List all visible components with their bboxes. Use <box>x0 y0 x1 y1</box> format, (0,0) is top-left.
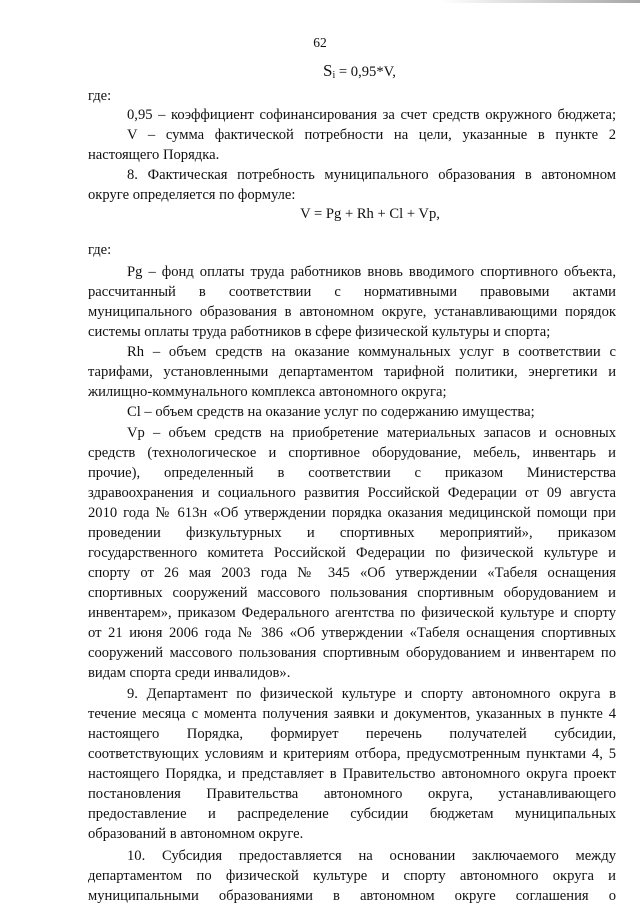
text-line-p9l2: департаментом по физической культуре и спорту автономного округа и <box>88 868 616 884</box>
text-line-p7l4: здравоохранения и социального развития Российской Федерации от 09 августа <box>88 485 616 501</box>
text-line-p4l1: Pg – фонд оплаты труда работников вновь вводимого спортивного объекта, <box>127 264 616 280</box>
formula-lhs: S <box>323 61 333 80</box>
text-line-p4l2: рассчитанный в соответствии с нормативными правовыми актами <box>88 284 616 300</box>
text-line-p8l8: образований в автономном округе. <box>88 826 304 842</box>
text-line-p4l3: муниципального образования в автономном округе, устанавливающими порядок <box>88 304 616 320</box>
text-line-p2l2: настоящего Порядка. <box>88 147 220 163</box>
text-line-p7l11: от 21 июня 2006 года № 386 «Об утверждении «Табеля оснащения спортивных <box>88 625 616 641</box>
text-line-gde2: где: <box>88 242 112 258</box>
text-line-p3l2: округе определяется по формуле: <box>88 187 296 203</box>
text-line-p1l1: 0,95 – коэффициент софинансирования за счет средств окружного бюджета; <box>127 107 616 123</box>
text-line-p7l8: спорту от 26 мая 2003 года № 345 «Об утверждении «Табеля оснащения <box>88 565 616 581</box>
scan-edge-shadow <box>440 0 640 3</box>
text-line-gde1: где: <box>88 88 112 104</box>
text-line-p8l3: настоящего Порядка, формирует перечень получателей субсидии, <box>88 726 616 742</box>
text-line-p8l7: предоставление и распределение субсидии бюджетам муниципальных <box>88 806 616 822</box>
text-line-p7l9: спортивных сооружений массового пользования спортивным оборудованием и <box>88 585 616 601</box>
text-line-p9l3: муниципальными образованиями в автономном округе соглашения о <box>88 888 616 904</box>
text-line-p7l10: инвентарем», приказом Федерального агентства по физической культуре и спорту <box>88 605 616 621</box>
text-line-p8l1: 9. Департамент по физической культуре и спорту автономного округа в <box>127 686 616 702</box>
text-line-p9l1: 10. Субсидия предоставляется на основании заключаемого между <box>127 848 616 864</box>
text-line-p7l13: видам спорта среди инвалидов». <box>88 665 291 681</box>
text-line-p6l1: Cl – объем средств на оказание услуг по содержанию имущества; <box>127 404 535 420</box>
formula-need: V = Pg + Rh + Cl + Vp, <box>300 206 440 222</box>
text-line-p2l1: V – сумма фактической потребности на цели, указанные в пункте 2 <box>127 127 616 143</box>
text-line-p5l1: Rh – объем средств на оказание коммунальных услуг в соответствии с <box>127 344 616 360</box>
text-line-p4l4: системы оплаты труда работников в сфере физической культуры и спорта; <box>88 324 551 340</box>
text-line-p7l1: Vp – объем средств на приобретение материальных запасов и основных <box>127 425 616 441</box>
text-line-p8l4: соответствующих условиям и критериям отбора, предусмотренным пунктами 4, 5 <box>88 746 616 762</box>
text-line-p7l5: 2010 года № 613н «Об утверждении порядка оказания медицинской помощи при <box>88 505 616 521</box>
text-line-p7l7: государственного комитета Российской Федерации по физической культуре и <box>88 545 616 561</box>
text-line-p3l1: 8. Фактическая потребность муниципального образования в автономном <box>127 167 616 183</box>
text-line-p7l3: прочие), определенный в соответствии с приказом Министерства <box>88 465 616 481</box>
formula-subsidy <box>323 60 396 86</box>
text-line-p7l6: проведении физкультурных и спортивных мероприятий», приказом <box>88 525 616 541</box>
text-line-p7l2: средств (технологическое и спортивное оборудование, мебель, инвентарь и <box>88 445 616 461</box>
text-line-p5l3: жилищно-коммунального комплекса автономного округа; <box>88 384 447 400</box>
formula-subscript: i <box>332 70 336 81</box>
text-line-p8l6: постановления Правительства автономного округа, устанавливающего <box>88 786 616 802</box>
text-line-p8l5: настоящего Порядка, и представляет в Правительство автономного округа проект <box>88 766 616 782</box>
formula-rhs: = 0,95*V, <box>335 64 396 80</box>
text-line-p5l2: тарифами, установленными департаментом тарифной политики, энергетики и <box>88 364 616 380</box>
text-line-p7l12: сооружений массового пользования спортивным оборудованием и инвентарем по <box>88 645 616 661</box>
page-number: 62 <box>313 35 327 50</box>
text-line-p8l2: течение месяца с момента получения заявки и документов, указанных в пункте 4 <box>88 706 616 722</box>
